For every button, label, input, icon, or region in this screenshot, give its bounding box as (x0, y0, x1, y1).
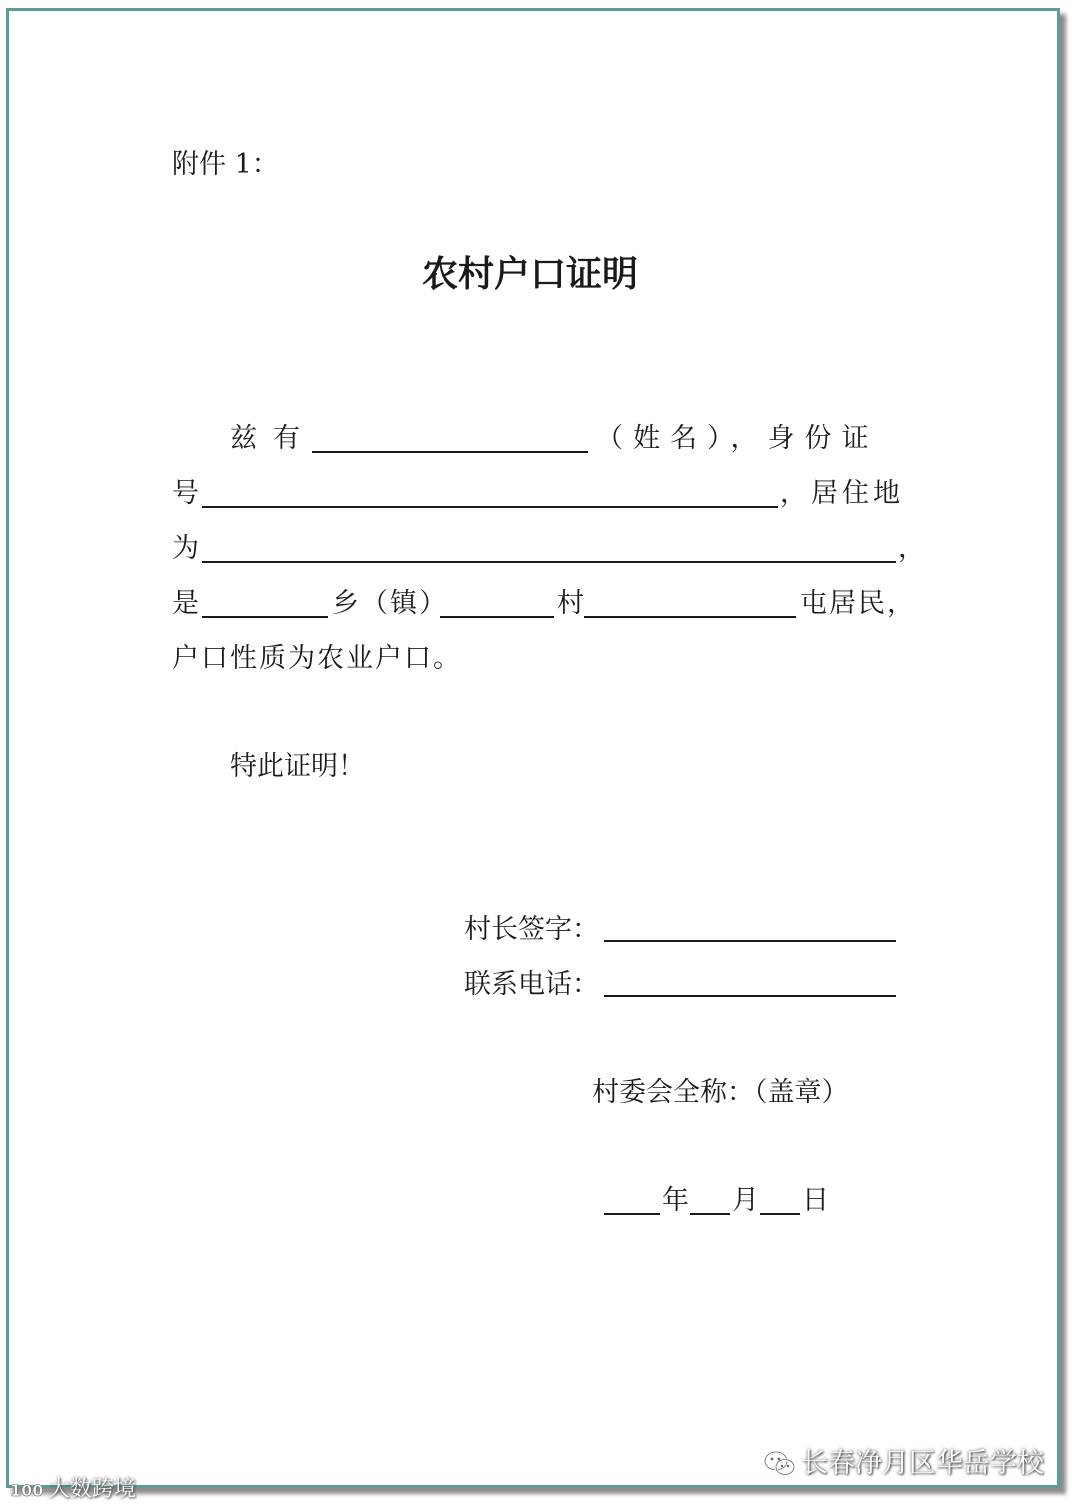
day-blank[interactable] (760, 1213, 800, 1215)
document-title: 农村户口证明 (421, 254, 638, 295)
attachment-label: 附件 1： (172, 149, 279, 180)
body-line3-suffix: ， (898, 533, 925, 564)
date-month-label: 月 (732, 1185, 759, 1216)
phone-label: 联系电话： (464, 969, 599, 1000)
watermark-left: 大数跨境 (48, 1477, 137, 1502)
year-blank[interactable] (604, 1213, 660, 1215)
svg-text:100: 100 (10, 1481, 44, 1500)
body-line2-prefix: 号 (172, 478, 199, 509)
body-line4-prefix: 是 (172, 588, 199, 619)
id-number-blank[interactable] (202, 506, 778, 508)
date-year-label: 年 (662, 1185, 689, 1216)
body-line5: 户口性质为农业户口。 (172, 643, 462, 674)
hamlet-blank[interactable] (584, 616, 796, 618)
document-frame (6, 8, 1060, 1488)
body-line1-suffix: （姓名），身份证 (596, 423, 879, 454)
village-blank[interactable] (440, 616, 554, 618)
watermark-school-name: 长春净月区华岳学校 (801, 1448, 1044, 1479)
body-line4-town: 乡（镇） (332, 588, 448, 619)
name-blank[interactable] (312, 451, 588, 453)
month-blank[interactable] (690, 1213, 730, 1215)
committee-label: 村委会全称：（盖章） (592, 1077, 849, 1108)
body-line4-suffix: 屯居民， (800, 588, 916, 619)
body-line1-prefix: 兹有 (230, 423, 316, 454)
residence-blank[interactable] (202, 561, 896, 563)
body-line4-village: 村 (557, 588, 584, 619)
body-line3-prefix: 为 (172, 533, 199, 564)
certify-text: 特此证明！ (230, 751, 365, 782)
village-head-signature-blank[interactable] (604, 940, 896, 942)
village-head-signature-label: 村长签字： (464, 914, 599, 945)
body-line2-suffix: ，居住地 (780, 478, 904, 509)
town-blank[interactable] (202, 616, 328, 618)
date-day-label: 日 (802, 1185, 829, 1216)
wechat-icon (764, 1450, 796, 1478)
phone-blank[interactable] (604, 995, 896, 997)
100-logo-icon (8, 1478, 48, 1502)
